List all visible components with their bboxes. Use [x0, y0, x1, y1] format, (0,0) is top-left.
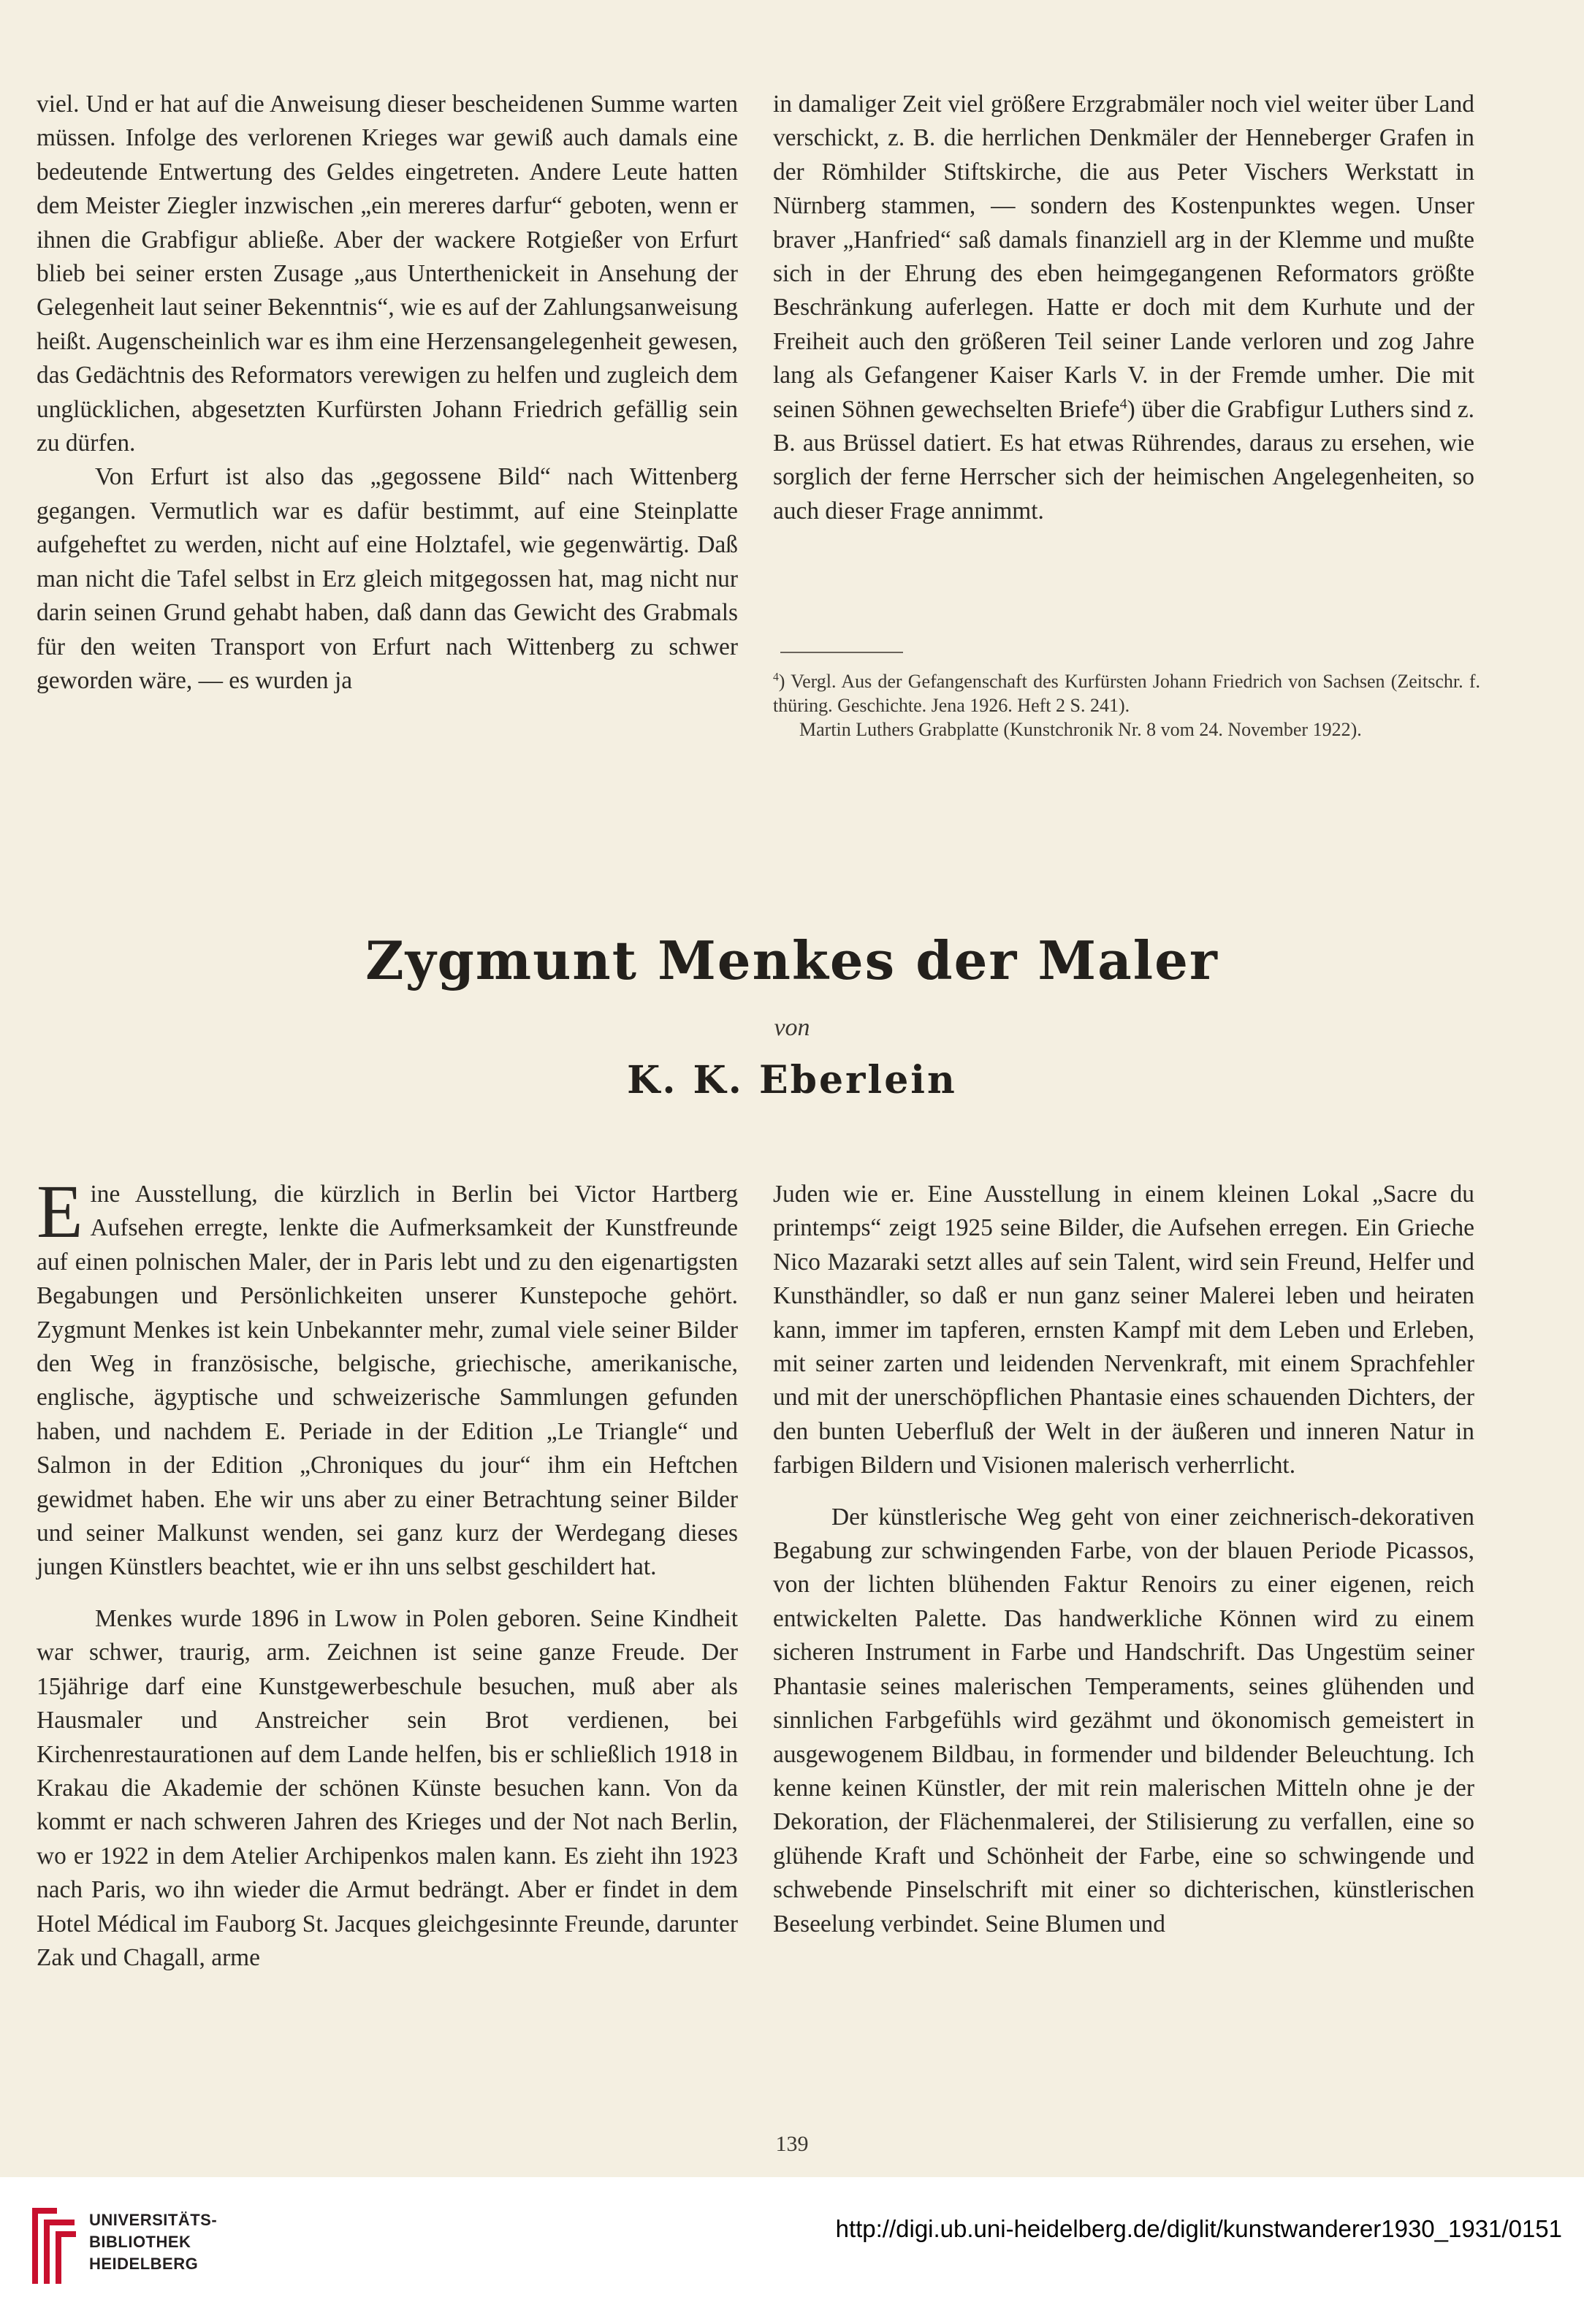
footnotes [773, 669, 1480, 742]
previous-article-right-column [773, 88, 1474, 528]
paragraph: viel. Und er hat auf die Anweisung dieser bescheidenen Summe warten müssen. Infolge des verlorenen Krieges war gewiß auch damals eine bedeutende Entwertung des Geldes eingetreten. Andere Leute hatten dem Meister Ziegler inzwischen „ein mereres darfur“ geboten, wenn er ihnen die Grabfigur abließe. Aber der wackere Rotgießer von Erfurt blieb bei seiner ersten Zusage „aus Unterthenickeit in Ansehung der Gelegenheit laut seiner Bekenntnis“, wie es auf der Zahlungsanweisung heißt. Augenscheinlich war es ihm eine Herzensangelegenheit gewesen, das Gedächtnis des Reformators verewigen zu helfen und zugleich dem unglücklichen, abgesetzten Kurfürsten Johann Friedrich gefällig sein zu dürfen. [37, 91, 738, 457]
footnote-marker[interactable]: 4 [1119, 395, 1127, 412]
article-title: Zygmunt Menkes der Maler [365, 929, 1219, 991]
footnote-divider [780, 652, 903, 653]
footnote: Martin Luthers Grabplatte (Kunstchronik Nr. 8 vom 24. November 1922). [799, 719, 1362, 740]
source-url[interactable]: http://digi.ub.uni-heidelberg.de/diglit/kunstwanderer1930_1931/0151 [835, 2215, 1562, 2242]
paragraph [773, 88, 1474, 528]
footnote-text: ) Vergl. Aus der Gefangenschaft des Kurfürsten Johann Friedrich von Sachsen (Zeitschr. f. thüring. Geschichte. Jena 1926. Heft 2 S. 241). [773, 671, 1480, 716]
paragraph: Juden wie er. Eine Ausstellung in einem kleinen Lokal „Sacre du printemps“ zeigt 1925 seine Bilder, die Aufsehen erregen. Ein Grieche Nico Mazaraki setzt alles auf sein Talent, wird sein Freund, Helfer und Kunsthändler, so daß er nun ganz seiner Malerei leben und heiraten kann, immer im tapferen, ernsten Kampf mit dem Leben und Erleben, mit seiner zarten und leidenden Nervenkraft, mit einem Sprachfehler und mit der unerschöpflichen Phantasie eines schauenden Dichters, der den bunten Ueberfluß der Welt in der äußeren und inneren Natur in farbigen Bildern und Visionen malerisch verherrlicht. [773, 1181, 1474, 1479]
paragraph-text: ) über die Grabfigur Luthers sind z. B. aus Brüssel datiert. Es hat etwas Rührendes, daraus zu ersehen, wie sorglich der ferne Herrscher sich der heimischen Angelegenheiten, so auch dieser Frage annimmt. [773, 395, 1475, 525]
article-left-column [37, 1170, 738, 1975]
footnote-number: 4 [773, 671, 779, 684]
university-library-logo-icon[interactable] [28, 2202, 80, 2290]
footnote [773, 669, 1480, 717]
article-author: K. K. Eberlein [627, 1058, 957, 1102]
paragraph: Der künstlerische Weg geht von einer zeichnerisch-dekorativen Begabung zur schwingenden Farbe, von der blauen Periode Picassos, von der lichten blühenden Faktur Renoirs zu einer eigenen, reich entwickelten Palette. Das handwerkliche Können wird zu einem sicheren Instrument in Farbe und Handschrift. Das Ungestüm seiner Phantasie seines malerischen Temperaments, seines glühenden und sinnlichen Farbgefühls wird gezähmt und ökonomisch gemeistert in ausgewogenem Bildbau, in formender und bildender Beleuchtung. Ich kenne keinen Künstler, der mit rein malerischen Mitteln ohne je der Dekoration, der Flächenmalerei, der Stilisierung zu verfallen, eine so glühende Kraft und Schönheit der Farbe, eine so schwingende und schwebende Pinselschrift mit einer so dichterischen, künstlerischen Beseelung verbindet. Seine Blumen und [773, 1503, 1474, 1938]
library-name-line: HEIDELBERG [89, 2255, 199, 2273]
page-number: 139 [775, 2132, 809, 2156]
previous-article-left-column [37, 88, 738, 698]
paragraph-text: ine Ausstellung, die kürzlich in Berlin bei Victor Hartberg Aufsehen erregte, lenkte die Aufmerksamkeit der Kunstfreunde auf einen polnischen Maler, der in Paris lebt und zu den eigenartigsten Begabungen und Persönlichkeiten unserer Kunstepoche gehört. Zygmunt Menkes ist kein Unbekannter mehr, zumal viele seiner Bilder den Weg in französische, belgische, griechische, amerikanische, englische, ägyptische und schweizerische Sammlungen gefunden haben, und nachdem E. Periade in der Edition „Le Triangle“ und Salmon in der Edition „Chroniques du jour“ ihm ein Heftchen gewidmet haben. Ehe wir uns aber zu einer Betrachtung seiner Bilder und seiner Malkunst wenden, sei ganz kurz der Werdegang dieses jungen Künstlers beachtet, wie er ihn uns selbst geschildert hat. [37, 1181, 738, 1581]
library-name-line: BIBLIOTHEK [89, 2233, 191, 2251]
library-name-line: UNIVERSITÄTS- [89, 2211, 218, 2229]
byline-von: von [774, 1014, 810, 1041]
footer-bar [0, 2177, 1584, 2324]
drop-cap: E [37, 1170, 83, 1254]
paragraph: Von Erfurt ist also das „gegossene Bild“ nach Wittenberg gegangen. Vermutlich war es dafür bestimmt, auf eine Steinplatte aufgeheftet zu werden, nicht auf eine Holztafel, wie gegenwärtig. Daß man nicht die Tafel selbst in Erz gleich mitgegossen hat, mag nicht nur darin seinen Grund gehabt haben, daß dann das Gewicht des Grabmals für den weiten Transport von Erfurt nach Wittenberg zu schwer geworden wäre, — es wurden ja [37, 463, 738, 694]
paragraph-text: in damaliger Zeit viel größere Erzgrabmäler noch viel weiter über Land verschickt, z. B. die herrlichen Denkmäler der Henneberger Grafen in der Römhilder Stiftskirche, die aus Peter Vischers Werkstatt in Nürnberg stammen, — sondern des Kostenpunktes wegen. Unser braver „Hanfried“ saß damals finanziell arg in der Klemme und mußte sich in der Ehrung des eben heimgegangenen Reformators größte Beschränkung auferlegen. Hatte er doch mit dem Kurhute und der Freiheit auch den größeren Teil seiner Lande verloren und zog Jahre lang als Gefangener Kaiser Karls V. in der Fremde umher. Die mit seinen Söhnen gewechselten Briefe [773, 91, 1474, 423]
library-name [89, 2209, 217, 2275]
article-right-column [773, 1178, 1474, 1941]
paragraph [37, 1170, 738, 1585]
paragraph: Menkes wurde 1896 in Lwow in Polen geboren. Seine Kindheit war schwer, traurig, arm. Zeichnen ist seine ganze Freude. Der 15jährige darf eine Kunstgewerbeschule besuchen, muß aber als Hausmaler und Anstreicher sein Brot verdienen, bei Kirchenrestaurationen auf dem Lande helfen, bis er schließlich 1918 in Krakau die Akademie der schönen Künste besuchen kann. Von da kommt er nach schweren Jahren des Krieges und der Not nach Berlin, wo er 1922 in dem Atelier Archipenkos malen kann. Es zieht ihn 1923 nach Paris, wo ihn wieder die Armut bedrängt. Aber er findet in dem Hotel Médical im Fauborg St. Jacques gleichgesinnte Freunde, darunter Zak und Chagall, arme [37, 1604, 738, 1971]
